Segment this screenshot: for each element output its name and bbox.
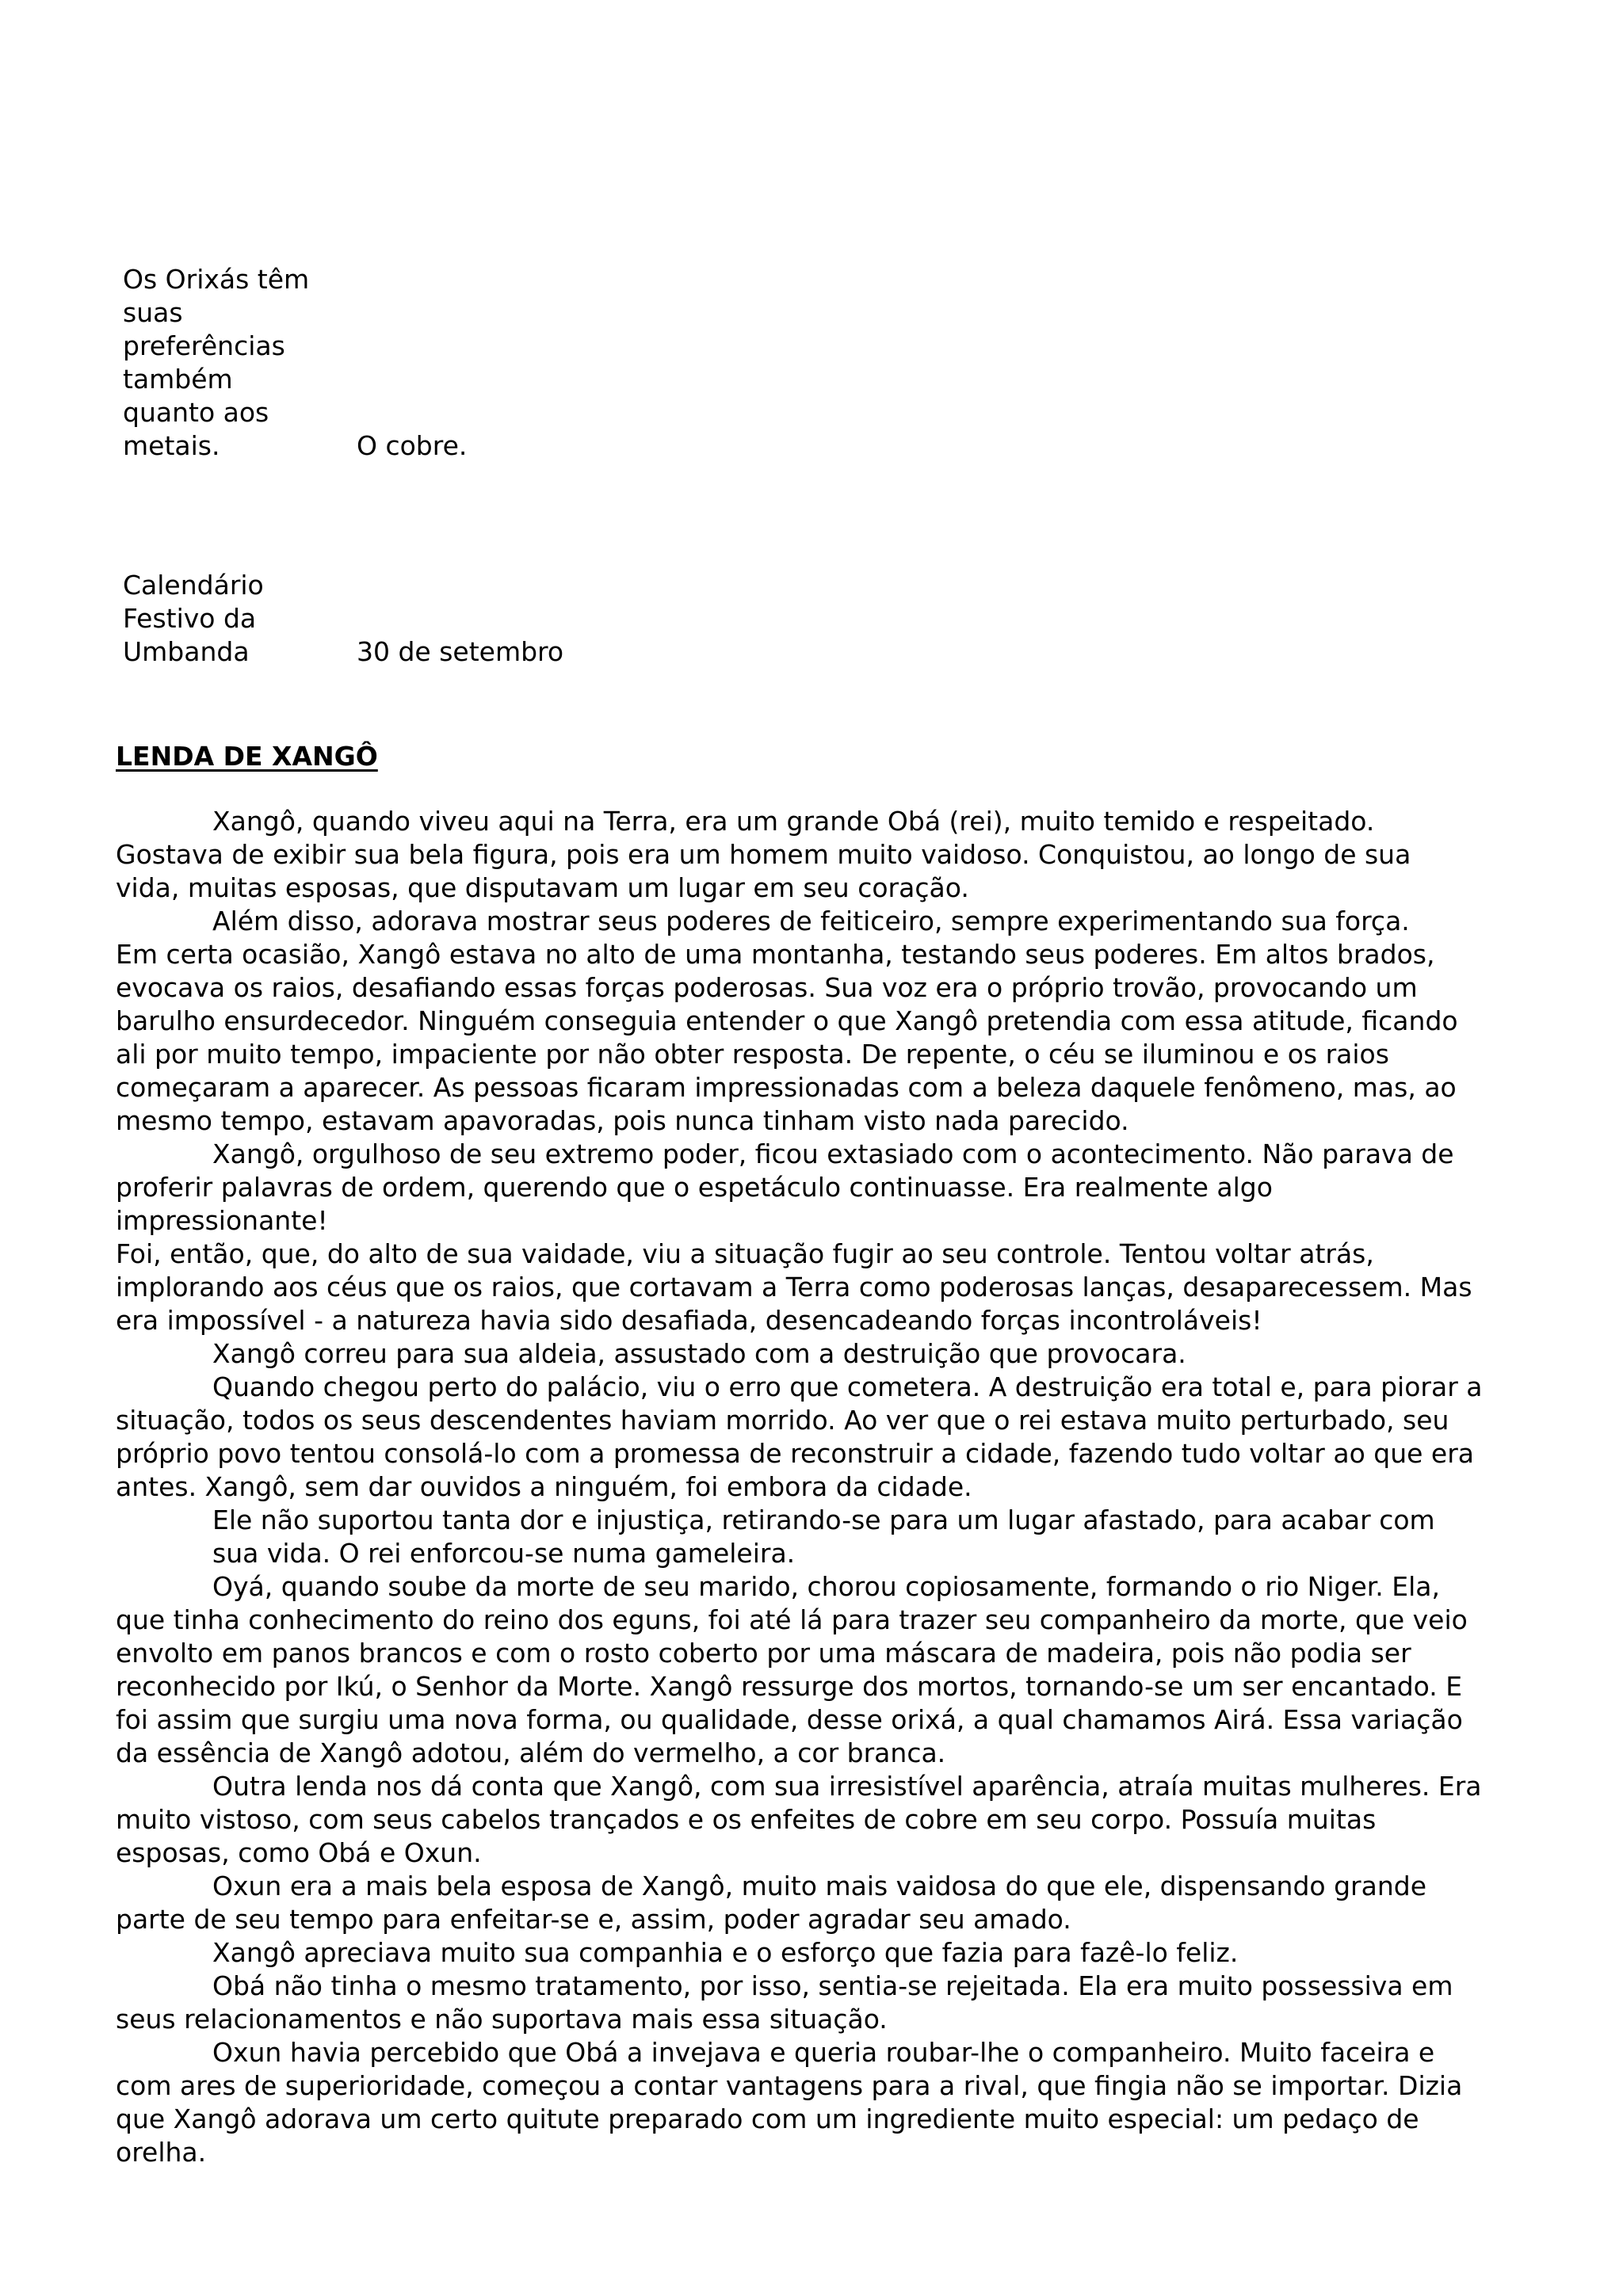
text-line: reconhecido por Ikú, o Senhor da Morte. Xangô ressurge dos mortos, tornando-se um ser encantado. E bbox=[116, 1671, 1463, 1702]
text-line: Xangô correu para sua aldeia, assustado com a destruição que provocara. bbox=[212, 1338, 1186, 1369]
table-row-label: Os Orixás têm suas preferências também quanto aos metais. bbox=[123, 264, 310, 461]
text-line: proferir palavras de ordem, querendo que o espetáculo continuasse. Era realmente algo bbox=[116, 1172, 1273, 1203]
text-line: situação, todos os seus descendentes haviam morrido. Ao ver que o rei estava muito perturbado, seu bbox=[116, 1405, 1449, 1436]
text-line: começaram a aparecer. As pessoas ficaram impressionadas com a beleza daquele fenômeno, mas, ao bbox=[116, 1072, 1457, 1103]
table-row-value: 30 de setembro bbox=[357, 636, 564, 667]
text-line: que Xangô adorava um certo quitute preparado com um ingrediente muito especial: um pedaço de bbox=[116, 2103, 1419, 2134]
text-line: parte de seu tempo para enfeitar-se e, assim, poder agradar seu amado. bbox=[116, 1904, 1071, 1935]
story-body bbox=[116, 805, 1542, 2169]
text-line: antes. Xangô, sem dar ouvidos a ninguém, foi embora da cidade. bbox=[116, 1471, 972, 1502]
text-line: Além disso, adorava mostrar seus poderes de feiticeiro, sempre experimentando sua força. bbox=[212, 906, 1410, 936]
text-line: Oxun era a mais bela esposa de Xangô, muito mais vaidosa do que ele, dispensando grande bbox=[212, 1871, 1427, 1901]
text-line: ali por muito tempo, impaciente por não obter resposta. De repente, o céu se iluminou e os raios bbox=[116, 1039, 1389, 1070]
section-title: LENDA DE XANGÔ bbox=[116, 741, 378, 772]
text-line: Xangô, quando viveu aqui na Terra, era um grande Obá (rei), muito temido e respeitado. bbox=[212, 806, 1375, 837]
text-line: Foi, então, que, do alto de sua vaidade, viu a situação fugir ao seu controle. Tentou voltar atrás, bbox=[116, 1238, 1374, 1269]
text-line: Oyá, quando soube da morte de seu marido, chorou copiosamente, formando o rio Niger. Ela, bbox=[212, 1571, 1441, 1602]
text-line: seus relacionamentos e não suportava mais essa situação. bbox=[116, 2004, 888, 2035]
text-line: orelha. bbox=[116, 2137, 207, 2168]
text-line: Xangô apreciava muito sua companhia e o esforço que fazia para fazê-lo feliz. bbox=[212, 1937, 1239, 1968]
text-line: Outra lenda nos dá conta que Xangô, com sua irresistível aparência, atraía muitas mulheres. Era bbox=[212, 1771, 1482, 1802]
text-line: barulho ensurdecedor. Ninguém conseguia entender o que Xangô pretendia com essa atitude, ficando bbox=[116, 1005, 1458, 1036]
table-row-value: O cobre. bbox=[357, 430, 468, 461]
text-line: implorando aos céus que os raios, que cortavam a Terra como poderosas lanças, desaparecessem. Mas bbox=[116, 1272, 1472, 1302]
text-line: muito vistoso, com seus cabelos trançados e os enfeites de cobre em seu corpo. Possuía muitas bbox=[116, 1804, 1377, 1835]
text-line: com ares de superioridade, começou a contar vantagens para a rival, que fingia não se importar. Dizia bbox=[116, 2070, 1463, 2101]
text-line: Oxun havia percebido que Obá a invejava e queria roubar-lhe o companheiro. Muito faceira e bbox=[212, 2037, 1435, 2068]
text-line: vida, muitas esposas, que disputavam um lugar em seu coração. bbox=[116, 872, 969, 903]
text-line: próprio povo tentou consolá-lo com a promessa de reconstruir a cidade, fazendo tudo voltar ao que era bbox=[116, 1438, 1475, 1469]
text-line: era impossível - a natureza havia sido desafiada, desencadeando forças incontroláveis! bbox=[116, 1305, 1262, 1336]
text-line: evocava os raios, desafiando essas forças poderosas. Sua voz era o próprio trovão, provocando um bbox=[116, 972, 1418, 1003]
text-line: Gostava de exibir sua bela figura, pois era um homem muito vaidoso. Conquistou, ao longo de sua bbox=[116, 839, 1411, 870]
table-row-label: Calendário Festivo da Umbanda bbox=[123, 570, 264, 667]
text-line: envolto em panos brancos e com o rosto coberto por uma máscara de madeira, pois não podia ser bbox=[116, 1638, 1411, 1669]
text-line: mesmo tempo, estavam apavoradas, pois nunca tinham visto nada parecido. bbox=[116, 1105, 1129, 1136]
text-line: sua vida. O rei enforcou-se numa gameleira. bbox=[212, 1538, 796, 1569]
text-line: Ele não suportou tanta dor e injustiça, retirando-se para um lugar afastado, para acabar com bbox=[212, 1505, 1435, 1535]
text-line: impressionante! bbox=[116, 1205, 328, 1236]
text-line: da essência de Xangô adotou, além do vermelho, a cor branca. bbox=[116, 1737, 946, 1768]
text-line: foi assim que surgiu uma nova forma, ou qualidade, desse orixá, a qual chamamos Airá. Essa variação bbox=[116, 1704, 1463, 1735]
text-line: Em certa ocasião, Xangô estava no alto de uma montanha, testando seus poderes. Em altos brados, bbox=[116, 939, 1435, 970]
text-line: Xangô, orgulhoso de seu extremo poder, ficou extasiado com o acontecimento. Não parava de bbox=[212, 1138, 1454, 1169]
text-line: Quando chegou perto do palácio, viu o erro que cometera. A destruição era total e, para piorar a bbox=[212, 1371, 1483, 1402]
text-line: esposas, como Obá e Oxun. bbox=[116, 1837, 482, 1868]
text-line: que tinha conhecimento do reino dos eguns, foi até lá para trazer seu companheiro da morte, que veio bbox=[116, 1604, 1468, 1635]
text-line: Obá não tinha o mesmo tratamento, por isso, sentia-se rejeitada. Ela era muito possessiva em bbox=[212, 1970, 1453, 2001]
